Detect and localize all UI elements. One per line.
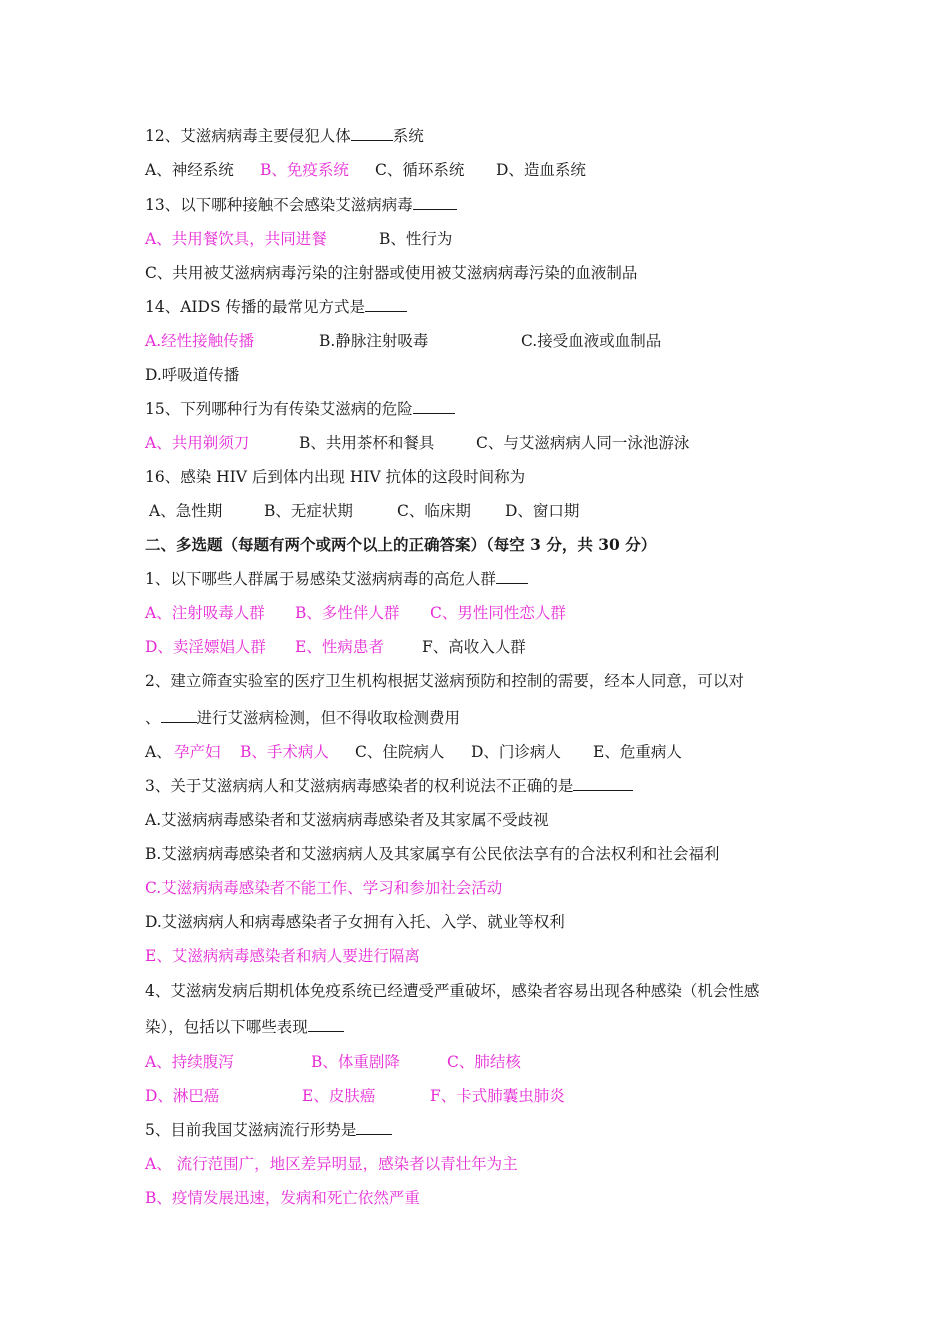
multi-question-4 — [145, 980, 759, 1002]
section-heading-text: 二、多选题（每题有两个或两个以上的正确答案）（每空 3 分，共 30 分） — [145, 535, 657, 554]
option-b: B、共用茶杯和餐具 — [299, 434, 435, 452]
option-b-correct: B、免疫系统 — [260, 161, 349, 179]
question-text: 14、AIDS 传播的最常见方式是 — [145, 298, 366, 316]
answer-blank — [356, 1120, 392, 1135]
option-d-correct: D、卖淫嫖娼人群 — [145, 638, 266, 656]
answer-blank — [413, 399, 455, 414]
multi-question-3-option-d — [145, 911, 565, 933]
option-f-correct: F、卡式肺囊虫肺炎 — [430, 1087, 565, 1105]
option-c-correct: C.艾滋病病毒感染者不能工作、学习和参加社会活动 — [145, 879, 503, 897]
question-text: 12、艾滋病病毒主要侵犯人体 — [145, 127, 351, 145]
question-13 — [145, 194, 457, 216]
question-text-line2: 染），包括以下哪些表现 — [145, 1018, 308, 1036]
question-text-suffix: 系统 — [392, 127, 424, 145]
option-d: D、门诊病人 — [471, 743, 561, 761]
answer-blank — [496, 569, 528, 584]
answer-blank — [573, 776, 633, 791]
question-14 — [145, 296, 407, 318]
option-a-label: A、 — [145, 743, 172, 761]
option-c: C、与艾滋病病人同一泳池游泳 — [476, 434, 690, 452]
question-12 — [145, 125, 424, 147]
answer-blank — [161, 708, 197, 723]
option-c: C、临床期 — [397, 502, 471, 520]
multi-question-5-option-a — [145, 1153, 518, 1175]
option-c: C、住院病人 — [355, 743, 445, 761]
option-a-correct: A.经性接触传播 — [145, 332, 255, 350]
question-text: 16、感染 HIV 后到体内出现 HIV 抗体的这段时间称为 — [145, 468, 526, 486]
question-text-line1: 4、艾滋病发病后期机体免疫系统已经遭受严重破坏，感染者容易出现各种感染（机会性感 — [145, 982, 760, 1000]
option-b: B.静脉注射吸毒 — [319, 332, 429, 350]
multi-question-3-option-a — [145, 809, 549, 831]
option-b-correct: B、手术病人 — [240, 743, 329, 761]
option-e: E、危重病人 — [593, 743, 682, 761]
option-a: A、神经系统 — [145, 161, 234, 179]
option-a: A、急性期 — [149, 502, 223, 520]
option-e-correct: E、艾滋病病毒感染者和病人要进行隔离 — [145, 947, 420, 965]
answer-blank — [413, 195, 457, 210]
option-a-correct: 孕产妇 — [174, 743, 221, 761]
option-c-correct: C、肺结核 — [447, 1053, 521, 1071]
option-d-correct: D、淋巴癌 — [145, 1087, 220, 1105]
question-text: 1、以下哪些人群属于易感染艾滋病病毒的高危人群 — [145, 570, 496, 588]
answer-blank — [351, 126, 393, 141]
option-b: B.艾滋病病毒感染者和艾滋病病人及其家属享有公民依法享有的合法权利和社会福利 — [145, 845, 720, 863]
multi-question-2 — [145, 670, 744, 692]
option-a-correct: A、 流行范围广，地区差异明显，感染者以青壮年为主 — [145, 1155, 518, 1173]
question-14-option-d — [145, 364, 239, 386]
question-text-line2: 进行艾滋病检测，但不得收取检测费用 — [196, 709, 461, 727]
option-a: A.艾滋病病毒感染者和艾滋病病毒感染者及其家属不受歧视 — [145, 811, 549, 829]
multi-question-3-option-e — [145, 945, 420, 967]
option-b: B、无症状期 — [264, 502, 353, 520]
multi-question-3-option-c — [145, 877, 502, 899]
multi-question-3 — [145, 775, 633, 797]
option-c-correct: C、男性同性恋人群 — [430, 604, 566, 622]
option-f: F、高收入人群 — [422, 638, 526, 656]
option-b-correct: B、疫情发展迅速，发病和死亡依然严重 — [145, 1189, 420, 1207]
option-c: C、循环系统 — [375, 161, 465, 179]
option-d: D、窗口期 — [505, 502, 580, 520]
question-text: 3、关于艾滋病病人和艾滋病病毒感染者的权利说法不正确的是 — [145, 777, 574, 795]
section-heading-multiple-choice — [145, 534, 656, 556]
question-text-prefix: 、 — [145, 709, 161, 727]
option-e-correct: E、皮肤癌 — [302, 1087, 376, 1105]
option-c: C.接受血液或血制品 — [521, 332, 662, 350]
option-c: C、共用被艾滋病病毒污染的注射器或使用被艾滋病病毒污染的血液制品 — [145, 264, 638, 282]
question-text: 5、目前我国艾滋病流行形势是 — [145, 1121, 357, 1139]
multi-question-2-cont — [145, 707, 460, 729]
option-e-correct: E、性病患者 — [295, 638, 384, 656]
multi-question-4-cont — [145, 1016, 344, 1038]
option-d: D、造血系统 — [496, 161, 586, 179]
question-16 — [145, 466, 525, 488]
option-a-correct: A、持续腹泻 — [145, 1053, 234, 1071]
option-a-correct: A、共用餐饮具，共同进餐 — [145, 230, 327, 248]
option-b: B、性行为 — [379, 230, 453, 248]
option-b-correct: B、多性伴人群 — [295, 604, 400, 622]
question-text: 15、下列哪种行为有传染艾滋病的危险 — [145, 400, 413, 418]
multi-question-5 — [145, 1119, 392, 1141]
question-13-option-c — [145, 262, 637, 284]
option-a-correct: A、注射吸毒人群 — [145, 604, 265, 622]
answer-blank — [365, 297, 407, 312]
multi-question-1 — [145, 568, 528, 590]
question-text-line1: 2、建立筛查实验室的医疗卫生机构根据艾滋病预防和控制的需要，经本人同意，可以对 — [145, 672, 744, 690]
option-d: D.呼吸道传播 — [145, 366, 240, 384]
multi-question-3-option-b — [145, 843, 719, 865]
option-b-correct: B、体重剧降 — [311, 1053, 400, 1071]
option-a-correct: A、共用剃须刀 — [145, 434, 250, 452]
question-text: 13、以下哪种接触不会感染艾滋病病毒 — [145, 196, 413, 214]
multi-question-5-option-b — [145, 1187, 420, 1209]
answer-blank — [308, 1017, 344, 1032]
option-d: D.艾滋病病人和病毒感染者子女拥有入托、入学、就业等权利 — [145, 913, 565, 931]
question-15 — [145, 398, 455, 420]
